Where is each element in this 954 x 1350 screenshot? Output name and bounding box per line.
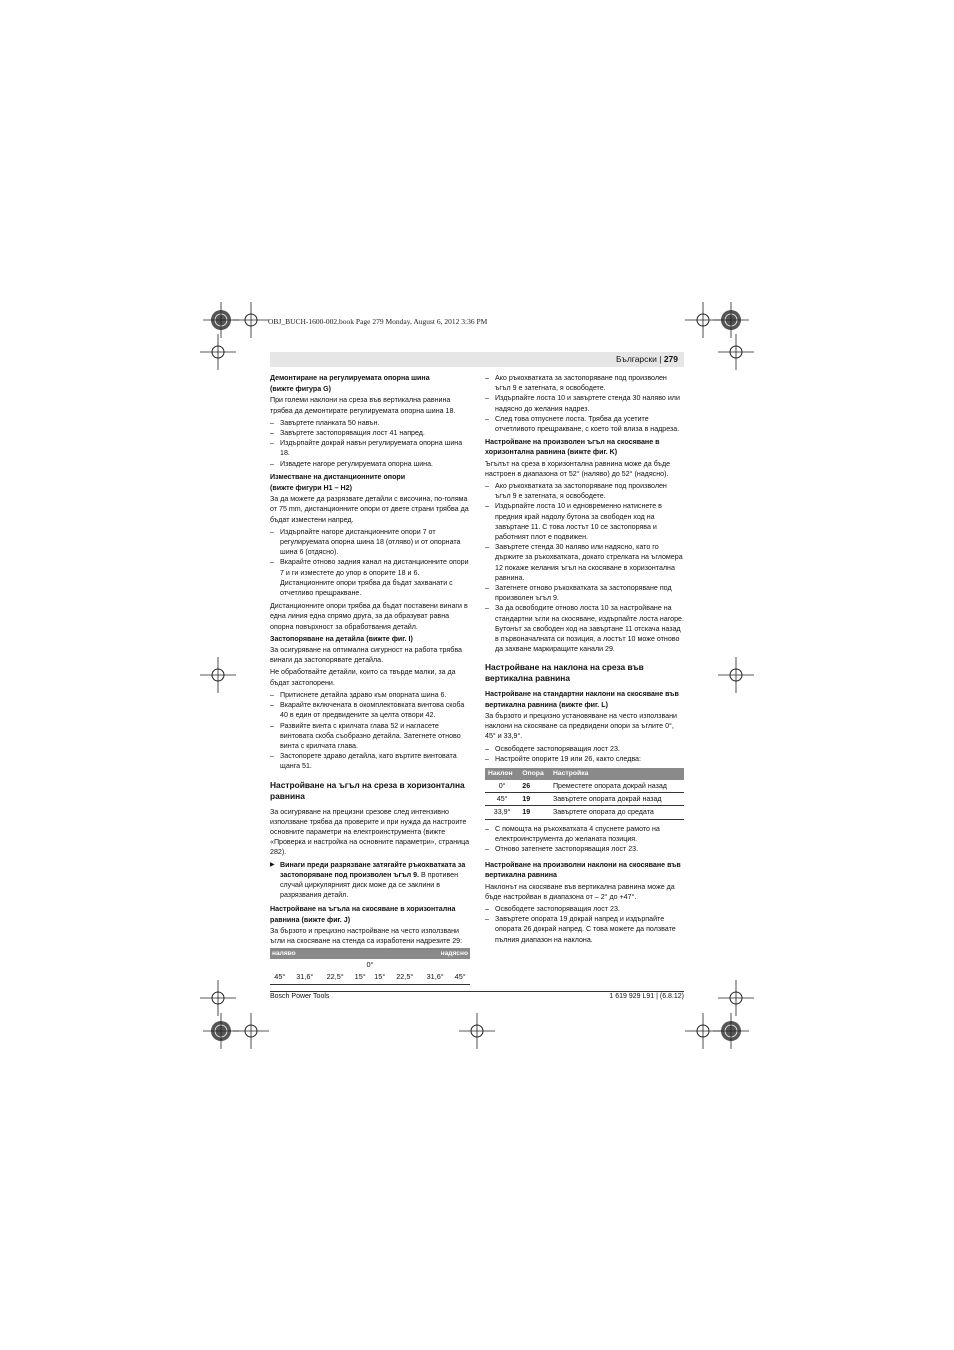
section-title: Настройване на стандартни наклони на скосяване във вертикална равнина (вижте фиг. L) bbox=[485, 690, 679, 709]
step-list bbox=[485, 904, 684, 945]
section-title: Демонтиране на регулируемата опорна шина bbox=[270, 374, 430, 382]
section-name: Български bbox=[615, 354, 657, 364]
section-title: Застопоряване на детайла (вижте фиг. I) bbox=[270, 634, 413, 643]
table-cell: 0° bbox=[485, 780, 519, 793]
table-cell-center: 0° bbox=[366, 960, 374, 970]
list-item: – Завъртете застопоряващия лост 41 напред. bbox=[270, 428, 470, 438]
bevel-stop-table bbox=[485, 768, 684, 820]
footer-rule bbox=[270, 991, 684, 992]
paragraph: Ъгълът на среза в хоризонтална равнина може да бъде настроен в диапазона от 52° (наляво) до 52° (надясно). bbox=[485, 459, 671, 478]
section-title: (вижте фигура G) bbox=[270, 385, 332, 394]
table-row bbox=[485, 780, 684, 793]
section-title: Настройване на произволни наклони на скосяване във вертикална равнина bbox=[485, 861, 681, 880]
table-cell: 19 bbox=[519, 793, 550, 806]
step-list bbox=[270, 690, 470, 772]
warning-text-cont: В противен случай циркулярният диск може да се заклини в разрязвания детайл. bbox=[280, 870, 459, 900]
table-cell: Преместете опората докрай назад bbox=[550, 780, 684, 793]
paragraph: Наклонът на скосяване във вертикална равнина може да бъде настройван в диапазона от – 2° до +47°. bbox=[485, 882, 675, 901]
list-item: – Завъртете стенда 30 наляво или надясно, като го държите за ръкохватката, докато стрелката на ъгломера 12 покаже желания ъгъл на скосяване в хоризонтална равнина. bbox=[485, 542, 684, 583]
table-cell: 31,6° bbox=[290, 971, 320, 984]
registration-mark-icon bbox=[200, 657, 236, 693]
section-title: (вижте фигури H1 – H2) bbox=[270, 484, 352, 493]
list-item: – За да освободите отново лоста 10 за настройване на стандартни ъгли на скосяване, издърпайте лоста нагоре. Бутонът за свободен ход на завъртане 11 отскача назад в първоначалната си позиция, а лостът 10 може отново да захване маркиращите канали 29. bbox=[485, 603, 684, 654]
list-item: – Издърпайте лоста 10 и завъртете стенда 30 наляво или надясно до желания надрез. bbox=[485, 393, 684, 413]
print-slug: OBJ_BUCH-1600-002.book Page 279 Monday, August 6, 2012 3:36 PM bbox=[268, 317, 488, 326]
footer-docnum: 1 619 929 L91 | (6.8.12) bbox=[609, 993, 684, 1000]
list-item: – Завъртете планката 50 навън. bbox=[270, 418, 470, 428]
table-cell: 45° bbox=[485, 793, 519, 806]
list-item: – Издърпайте докрай навън регулируемата опорна шина 18. bbox=[270, 438, 470, 458]
notch-angle-table bbox=[270, 948, 470, 984]
paragraph: Не обработвайте детайли, които са твърде малки, за да бъдат застопорени. bbox=[270, 668, 456, 687]
registration-mark-icon bbox=[233, 302, 269, 338]
registration-mark-icon bbox=[200, 980, 236, 1016]
table-header: Опора bbox=[519, 768, 550, 780]
section-title: Настройване на произволен ъгъл на скосяване в хоризонтална равнина (вижте фиг. K) bbox=[485, 438, 660, 457]
table-cell: 45° bbox=[450, 971, 470, 984]
paragraph: За осигуряване на прецизни срезове след интензивно използване трябва да проверите и при нужда да настроите основните параметри на електроинструмента (вижте «Проверка и настройка на основните параметри», страница 282). bbox=[270, 807, 470, 857]
list-item: – Ако ръкохватката за застопоряване под произволен ъгъл 9 е затегната, я освободете. bbox=[485, 373, 684, 393]
list-item: – Отново затегнете застопоряващия лост 23. bbox=[485, 844, 684, 854]
list-item: – Развийте винта с крилчата глава 52 и нагласете винтовата скоба съобразно детайла. Затегнете отново винта с крилчата глава. bbox=[270, 721, 470, 752]
table-cell: 33,9° bbox=[485, 806, 519, 819]
table-cell: 19 bbox=[519, 806, 550, 819]
list-item: – Ако ръкохватката за застопоряване под произволен ъгъл 9 е затегната, я освободете. bbox=[485, 481, 684, 501]
table-header-left: наляво bbox=[270, 948, 370, 959]
list-item: – Завъртете опората 19 докрай напред и издърпайте опората 26 докрай напред. С това можете да ползвате пълния диапазон на наклона. bbox=[485, 914, 684, 945]
warning-note bbox=[270, 860, 470, 901]
table-cell: 15° bbox=[370, 971, 390, 984]
table-header-right: надясно bbox=[370, 948, 470, 959]
registration-mark-icon bbox=[718, 334, 754, 370]
registration-mark-icon bbox=[718, 657, 754, 693]
step-list bbox=[485, 373, 684, 434]
list-item: – След това отпуснете лоста. Трябва да усетите отчетливото прещракване, с което той влиза в надреза. bbox=[485, 414, 684, 434]
header-text: Български | 279 bbox=[615, 354, 678, 364]
page-number: 279 bbox=[663, 354, 678, 364]
list-item: – Застопорете здраво детайла, като въртите винтовата щанга 51. bbox=[270, 751, 470, 771]
registration-mark-icon bbox=[200, 334, 236, 370]
list-item: – Издърпайте нагоре дистанционните опори 7 от регулируемата опорна шина 18 (отляво) и от опорната шина 6 (отдясно). bbox=[270, 527, 470, 558]
table-header: Наклон bbox=[485, 768, 519, 780]
section-title: Изместване на дистанционните опори bbox=[270, 472, 406, 481]
list-item: – Настройте опорите 19 или 26, както следва: bbox=[485, 754, 684, 764]
right-column bbox=[485, 373, 684, 948]
table-header: Настройка bbox=[550, 768, 684, 780]
registration-mark-icon bbox=[459, 1013, 495, 1049]
table-cell: 22,5° bbox=[390, 971, 420, 984]
table-cell: 31,6° bbox=[420, 971, 450, 984]
step-list bbox=[270, 418, 470, 469]
table-cell: 26 bbox=[519, 780, 550, 793]
step-list bbox=[485, 824, 684, 855]
registration-mark-icon bbox=[718, 980, 754, 1016]
list-item: – Притиснете детайла здраво към опорната шина 6. bbox=[270, 690, 470, 700]
step-list bbox=[485, 481, 684, 654]
paragraph: За да можете да разрязвате детайли с височина, по-голяма от 75 mm, дистанционните опори от двете страни трябва да бъдат изместени напред. bbox=[270, 495, 469, 524]
footer-brand: Bosch Power Tools bbox=[270, 993, 330, 1000]
paragraph: За осигуряване на оптимална сигурност на работа трябва винаги да застопорявате детайла. bbox=[270, 646, 462, 665]
list-item: – Затегнете отново ръкохватката за застопоряване под произволен ъгъл 9. bbox=[485, 583, 684, 603]
list-item: – Вкарайте включената в окомплектовката винтова скоба 40 в един от предвидените за целта отвори 42. bbox=[270, 700, 470, 720]
table-row bbox=[485, 793, 684, 806]
paragraph: При големи наклони на среза във вертикална равнина трябва да демонтирате регулируемата опорна шина 18. bbox=[270, 396, 456, 415]
list-item: – Освободете застопоряващия лост 23. bbox=[485, 904, 684, 914]
section-title: Настройване на ъгъла на скосяване в хоризонтална равнина (вижте фиг. J) bbox=[270, 905, 456, 924]
warning-text: Винаги преди разрязване затягайте ръкохватката за застопоряване под произволен ъгъл 9. bbox=[280, 860, 466, 879]
list-item: – Издърпайте лоста 10 и едновременно натиснете в предния край надолу бутона за свободен ход на завъртане 11. С това лостът 10 се застопорява и работният плот е подвижен. bbox=[485, 501, 684, 542]
registration-mark-icon bbox=[233, 1013, 269, 1049]
table-cell: Завъртете опората докрай назад bbox=[550, 793, 684, 806]
table-cell: 22,5° bbox=[320, 971, 350, 984]
list-item: – Вкарайте отново задния канал на дистанционните опори 7 и ги изместете до упор в опорите 18 и 6. Дистанционните опори трябва да бъдат захванати с отчетливо прещракване. bbox=[270, 557, 470, 598]
table-cell: 45° bbox=[270, 971, 290, 984]
step-list bbox=[270, 527, 470, 598]
paragraph: Дистанционните опори трябва да бъдат поставени винаги в една линия една спрямо друга, за да образуват равна опорна повърхност за обработвания детайл. bbox=[270, 602, 468, 631]
paragraph: За бързото и прецизно установяване на често използвани наклони на скосяване са предвидени опори за ъглите 0°, 45° и 33,9°. bbox=[485, 711, 677, 741]
table-row bbox=[485, 806, 684, 819]
section-heading: Настройване на наклона на среза във вертикална равнина bbox=[485, 662, 644, 684]
step-list bbox=[485, 744, 684, 764]
table-cell: Завъртете опората до средата bbox=[550, 806, 684, 819]
list-item: – Освободете застопоряващия лост 23. bbox=[485, 744, 684, 754]
left-column bbox=[270, 373, 470, 985]
paragraph: За бързото и прецизно настройване на често използвани ъгли на скосяване на стенда са изработени надрезите 29: bbox=[270, 926, 463, 945]
registration-mark-icon bbox=[713, 1013, 749, 1049]
list-item: – С помощта на ръкохватката 4 спуснете рамото на електроинструмента до желаната позиция. bbox=[485, 824, 684, 844]
page-header bbox=[270, 352, 684, 367]
table-cell: 15° bbox=[350, 971, 370, 984]
registration-mark-icon bbox=[713, 302, 749, 338]
section-heading: Настройване на ъгъл на среза в хоризонтална равнина bbox=[270, 779, 465, 801]
list-item: – Извадете нагоре регулируемата опорна шина. bbox=[270, 459, 470, 469]
